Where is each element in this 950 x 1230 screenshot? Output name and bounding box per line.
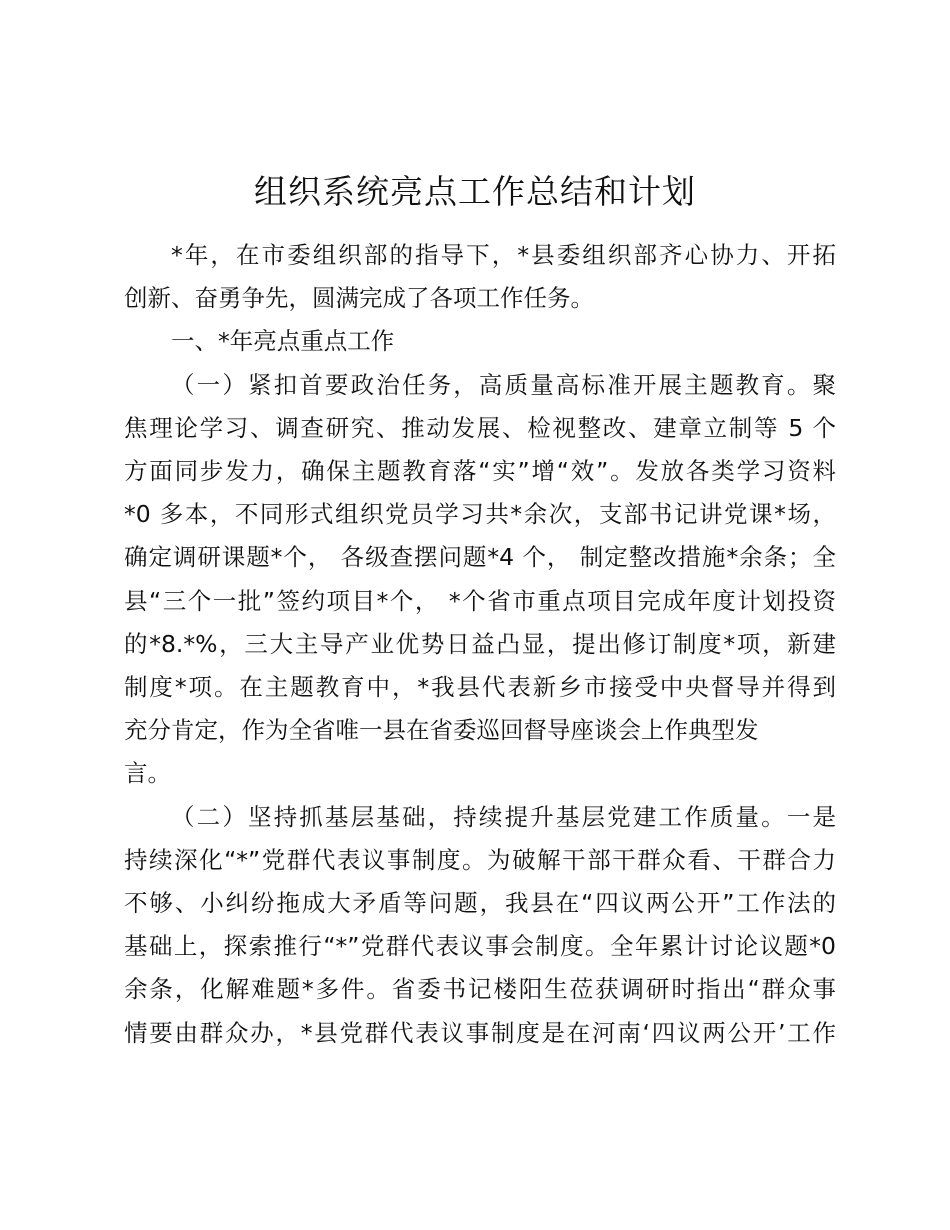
text-line: 情要由群众办，*县党群代表议事制度是在河南‘四议两公开’工作 — [124, 1018, 836, 1047]
text-line: 言。 — [124, 759, 171, 788]
document-title: 组织系统亮点工作总结和计划 — [254, 172, 696, 211]
paragraph-section-2 — [124, 796, 836, 1055]
text-line: 制度*项。在主题教育中，*我县代表新乡市接受中央督导并得到 — [124, 673, 836, 702]
text-line: （一）紧扣首要政治任务，高质量高标准开展主题教育。聚 — [171, 370, 836, 399]
text-line: 余条，化解难题*多件。省委书记楼阳生莅获调研时指出“群众事 — [124, 975, 836, 1004]
text-line: 创新、奋勇争先，圆满完成了各项工作任务。 — [124, 284, 594, 313]
text-line: *年，在市委组织部的指导下，*县委组织部齐心协力、开拓 — [171, 241, 836, 269]
text-line: 确定调研课题*个， 各级查摆问题*4 个， 制定整改措施*余条；全 — [124, 543, 836, 572]
text-line: 基础上，探索推行“*”党群代表议事会制度。全年累计讨论议题*0 — [124, 932, 836, 961]
text-line: 一、*年亮点重点工作 — [171, 327, 395, 356]
text-line: 的*8.*%，三大主导产业优势日益凸显，提出修订制度*项，新建 — [124, 629, 836, 658]
text-line: 持续深化“*”党群代表议事制度。为破解干部干群众看、干群合力 — [124, 845, 836, 874]
paragraph-section-1 — [124, 364, 836, 796]
text-line: 县“三个一批”签约项目*个， *个省市重点项目完成年度计划投资 — [124, 586, 836, 615]
text-line: 不够、小纠纷拖成大矛盾等问题，我县在“四议两公开”工作法的 — [124, 889, 836, 918]
text-line: （二）坚持抓基层基础，持续提升基层党建工作质量。一是 — [171, 802, 836, 831]
text-line: 充分肯定，作为全省唯一县在省委巡回督导座谈会上作典型发 — [124, 716, 759, 745]
text-line: 焦理论学习、调查研究、推动发展、检视整改、建章立制等 5 个 — [124, 413, 836, 442]
text-line: 方面同步发力，确保主题教育落“实”增“效”。发放各类学习资料 — [124, 457, 836, 486]
paragraph-intro — [124, 234, 836, 320]
document-body — [124, 234, 836, 1055]
text-line: *0 多本，不同形式组织党员学习共*余次，支部书记讲党课*场， — [124, 500, 836, 529]
section-heading — [124, 320, 836, 363]
